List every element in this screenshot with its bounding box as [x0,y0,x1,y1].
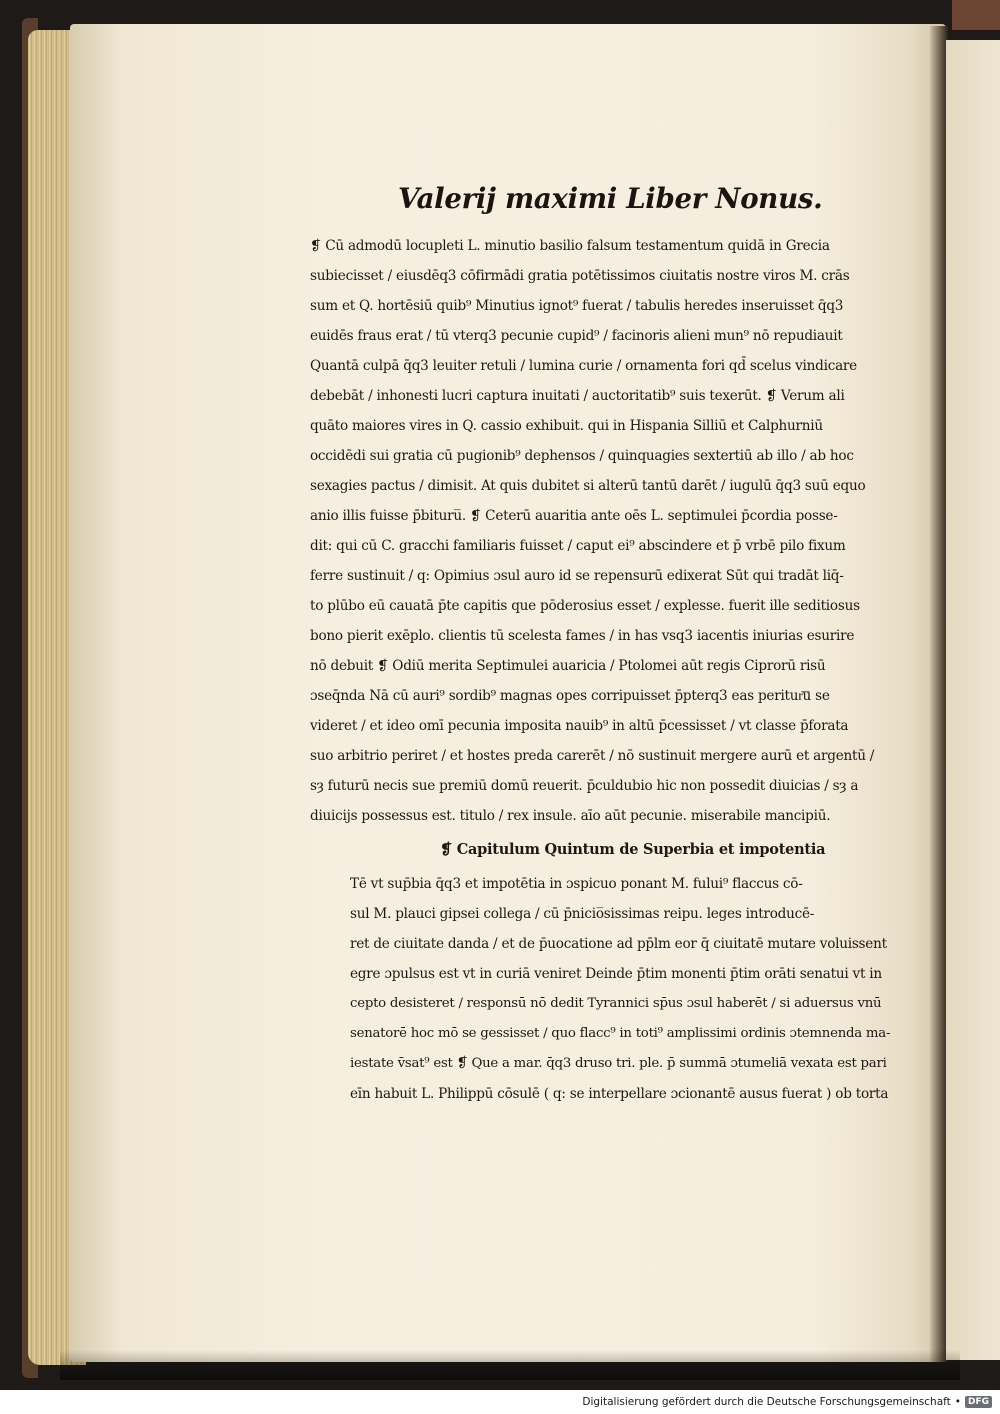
text-line: ɔseq̄nda Nā cū auri⁹ sordib⁹ magnas opes corripuisset p̄pterq3 eas peritur͞u se [310,688,830,704]
text-line: ❡ Cū admodū locupleti L. minutio basilio falsum testamentum quidā in Grecia [310,238,830,254]
footer-credit-text: Digitalisierung gefördert durch die Deutsche Forschungsgemeinschaft [582,1396,951,1408]
text-line: debebāt / inhonesti lucri captura inuitati / auctoritatib⁹ suis texerūt. ❡ Verum ali [310,388,845,404]
book-cover-right [952,0,1000,30]
text-line: to plūbo eū cauatā p̄te capitis que pōderosius esset / explesse. fuerit ille seditiosus [310,598,860,614]
text-line: egre ɔpulsus est vt in curiā veniret Deinde p̄tim monenti p̄tim orāti senatui vt in [350,966,882,982]
book-title: Valerij maximi Liber Nonus. [398,182,823,215]
text-line: nō debuit ❡ Odiū merita Septimulei auaricia / Ptolomei aūt regis Ciprorū risū [310,658,826,674]
bottom-shadow [60,1350,960,1380]
text-line: Quantā culpā q̄q3 leuiter retuli / lumina curie / ornamenta fori qd̄ scelus vindicare [310,358,857,374]
text-line: Tē vt sup̄bia q̄q3 et impotētia in ɔspicuo ponant M. fului⁹ flaccus cō- [350,876,803,892]
text-line: ret de ciuitate danda / et de p̄uocatione ad pp̄lm eor q̄ ciuitatē mutare voluissent [350,936,887,952]
text-line: diuicijs possessus est. titulo / rex insule. aīo aūt pecunie. miserabile mancipiū. [310,808,831,824]
text-line: subiecisset / eiusdēq3 cōfirmādi gratia potētissimos ciuitatis nostre viros M. crās [310,268,850,284]
text-line: videret / et ideo omī pecunia imposita nauib⁹ in altū p̄cessisset / vt classe p̄forata [310,718,849,734]
text-line: sexagies pactus / dimisit. At quis dubitet si alterū tantū darēt / iugulū q̄q3 suū equo [310,478,866,494]
text-line: senatorē hoc mō se gessisset / quo flacc⁹ in toti⁹ amplissimi ordinis ɔtemnenda ma- [350,1026,891,1041]
text-line: ferre sustinuit / q: Opimius ɔsul auro id se repensurū edixerat Sūt qui tradāt liq̄- [310,568,844,584]
text-line: bono pierit exēplo. clientis tū scelesta fames / in has vsq3 iacentis iniurias esurire [310,628,855,644]
text-line: eīn habuit L. Philippū cōsulē ( q: se interpellare ɔcionantē ausus fuerat ) ob torta [350,1086,889,1102]
text-line: sȝ futurū necis sue premiū domū reuerit. p̄culdubio hic non possedit diuicias / sȝ a [310,778,859,794]
text-line: euidēs fraus erat / tū vterq3 pecunie cupid⁹ / facinoris alieni mun⁹ nō repudiauit [310,328,843,344]
text-line: sum et Q. hortēsiū quib⁹ Minutius ignot⁹ fuerat / tabulis heredes inseruisset q̄q3 [310,298,844,314]
chapter-heading: ❡ Capitulum Quintum de Superbia et impotentia [440,841,826,858]
footer-separator: • [954,1396,961,1408]
text-line: quāto maiores vires in Q. cassio exhibuit. qui in Hispania Silliū et Calphurniū [310,418,823,434]
text-line: suo arbitrio periret / et hostes preda carerēt / nō sustinuit mergere aurū et argentū / [310,748,875,764]
right-page-edge [946,40,1000,1360]
text-line: anio illis fuisse p̄bituru̅. ❡ Ceterū auaritia ante oēs L. septimulei p̄cordia posse- [310,508,838,524]
text-line: iestate v̄sat⁹ est ❡ Que a mar. q̄q3 druso tri. ple. p̄ summā ɔtumeliā vexata est pari [350,1056,887,1071]
text-line: dit: qui cū C. gracchi familiaris fuisset / caput ei⁹ abscindere et p̄ vrbē pilo fixum [310,538,846,554]
dfg-logo: DFG [965,1396,992,1408]
text-line: cepto desisteret / responsū nō dedit Tyrannici sp̄us ɔsul haberēt / si aduersus vnū [350,996,882,1011]
text-line: occidēdi sui gratia cū pugionib⁹ dephensos / quinquagies sextertiū ab illo / ab hoc [310,448,854,464]
text-line: sul M. plauci gipsei collega / cū p̄nicio̅sissimas reipu. leges introducē- [350,906,815,922]
footer-credit [582,1394,992,1410]
